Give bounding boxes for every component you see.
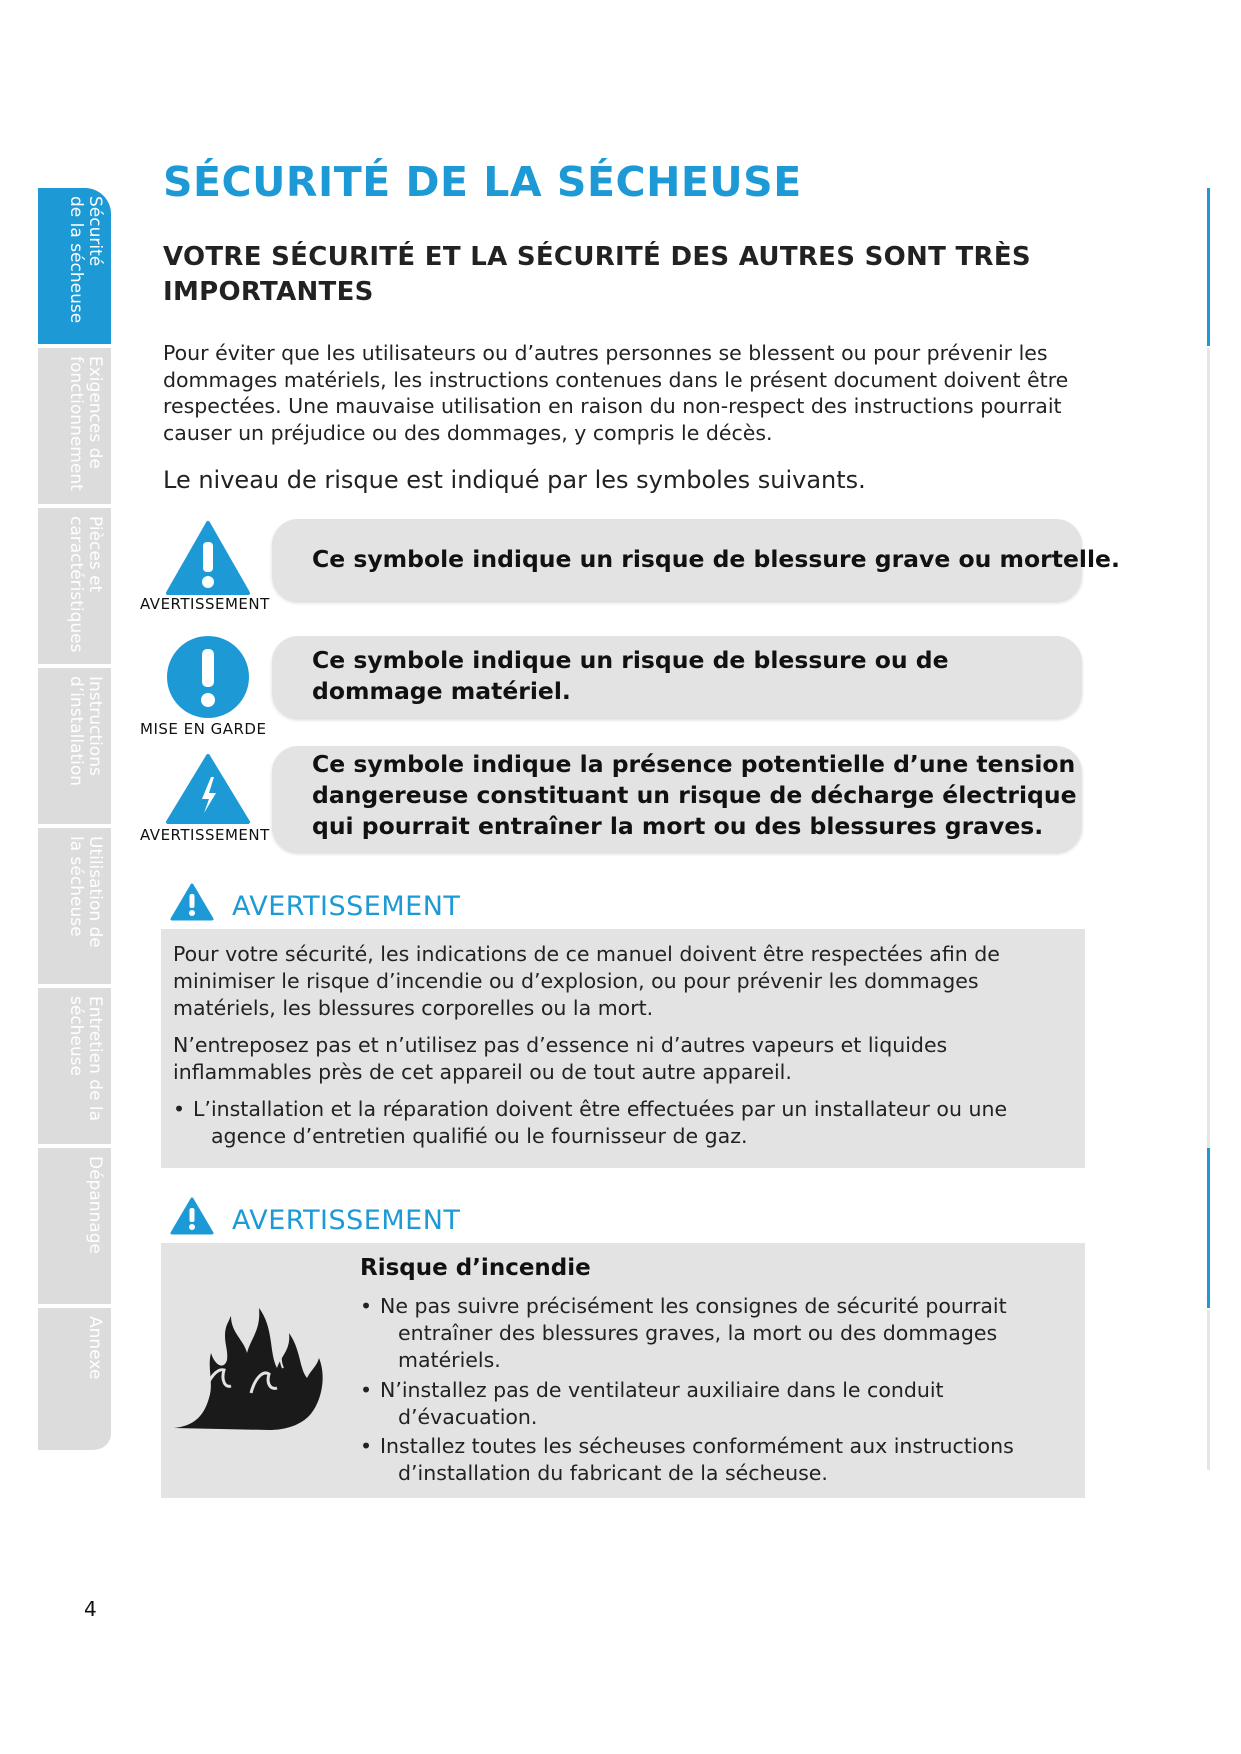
symbol-description-box xyxy=(272,746,1082,852)
tab-annexe[interactable] xyxy=(38,1308,111,1452)
warning-triangle-icon xyxy=(170,1197,214,1235)
warning-heading: AVERTISSEMENT xyxy=(232,891,461,922)
right-rule-active xyxy=(1207,1148,1210,1308)
fire-bullet: • N’installez pas de ventilateur auxiliaire dans le conduit d’évacuation. xyxy=(360,1378,944,1429)
tab-utilisation[interactable] xyxy=(38,828,111,986)
electric-hazard-icon xyxy=(165,753,251,825)
tab-securite[interactable] xyxy=(38,188,111,346)
warning-bullet: • L’installation et la réparation doivent être effectuées par un installateur ou une agence d’entretien qualifié ou le fournisseur de gaz. xyxy=(173,1097,1008,1148)
risk-levels-intro: Le niveau de risque est indiqué par les symboles suivants. xyxy=(163,466,866,494)
tab-installation[interactable] xyxy=(38,668,111,826)
tab-label: Exigences de fonctionnement xyxy=(66,356,105,491)
symbol-description: qui pourrait entraîner la mort ou des blessures graves. xyxy=(312,812,1044,840)
tab-label: Dépannage xyxy=(85,1156,105,1254)
fire-bullet: • Installez toutes les sécheuses conformément aux instructions d’installation du fabricant de la sécheuse. xyxy=(360,1434,1014,1485)
symbol-label: AVERTISSEMENT xyxy=(140,595,270,613)
tab-exigences[interactable] xyxy=(38,348,111,506)
tab-label: Annexe xyxy=(85,1316,105,1380)
warning-paragraph: N’entreposez pas et n’utilisez pas d’essence ni d’autres vapeurs et liquides inflammables près de cet appareil ou de tout autre appareil. xyxy=(173,1033,948,1084)
exclamation-circle-icon xyxy=(166,635,250,719)
symbol-label: AVERTISSEMENT xyxy=(140,826,270,844)
symbol-description: Ce symbole indique un risque de blessure ou de xyxy=(312,646,949,674)
tab-pieces[interactable] xyxy=(38,508,111,666)
page-subtitle: VOTRE SÉCURITÉ ET LA SÉCURITÉ DES AUTRES SONT TRÈS IMPORTANTES xyxy=(163,242,1031,307)
right-rule-active xyxy=(1207,188,1210,346)
symbol-description: Ce symbole indique un risque de blessure grave ou mortelle. xyxy=(312,545,1120,573)
page-title: SÉCURITÉ DE LA SÉCHEUSE xyxy=(163,158,802,206)
warning-heading: AVERTISSEMENT xyxy=(232,1205,461,1236)
symbol-description-box xyxy=(272,636,1082,718)
warning-triangle-icon xyxy=(170,883,214,921)
fire-risk-title: Risque d’incendie xyxy=(360,1255,591,1281)
symbol-description: dommage matériel. xyxy=(312,677,571,705)
fire-icon xyxy=(169,1298,329,1433)
symbol-description: dangereuse constituant un risque de décharge électrique xyxy=(312,781,1077,809)
warning-box xyxy=(161,929,1085,1168)
symbol-label: MISE EN GARDE xyxy=(140,720,267,738)
warning-paragraph: Pour votre sécurité, les indications de ce manuel doivent être respectées afin de minimiser le risque d’incendie ou d’explosion, ou pour prévenir les dommages matériels, les blessures corporelles ou la mort. xyxy=(173,942,1000,1020)
right-rule xyxy=(1207,1310,1210,1470)
tab-depannage[interactable] xyxy=(38,1148,111,1306)
symbol-description-box xyxy=(272,519,1120,601)
tab-label: Entretien de la sécheuse xyxy=(66,996,105,1122)
fire-warning-box xyxy=(161,1243,1085,1498)
tab-label: Utilisation de la sécheuse xyxy=(66,836,105,948)
warning-triangle-icon xyxy=(165,520,251,596)
intro-paragraph: Pour éviter que les utilisateurs ou d’autres personnes se blessent ou pour prévenir les dommages matériels, les instructions contenues dans le présent document doivent être respectées. Une mauvaise utilisation en raison du non-respect des instructions pourrait causer un préjudice ou des dommages, y compris le décès. xyxy=(163,341,1069,445)
tab-label: Sécurité de la sécheuse xyxy=(66,196,105,324)
symbol-description: Ce symbole indique la présence potentielle d’une tension xyxy=(312,750,1076,778)
tab-entretien[interactable] xyxy=(38,988,111,1146)
fire-bullet: • Ne pas suivre précisément les consignes de sécurité pourrait entraîner des blessures graves, la mort ou des dommages matériels. xyxy=(360,1294,1007,1372)
page-number: 4 xyxy=(84,1597,97,1621)
tab-label: Pièces et caractéristiques xyxy=(66,516,105,653)
tab-label: Instructions d’installation xyxy=(66,676,105,787)
